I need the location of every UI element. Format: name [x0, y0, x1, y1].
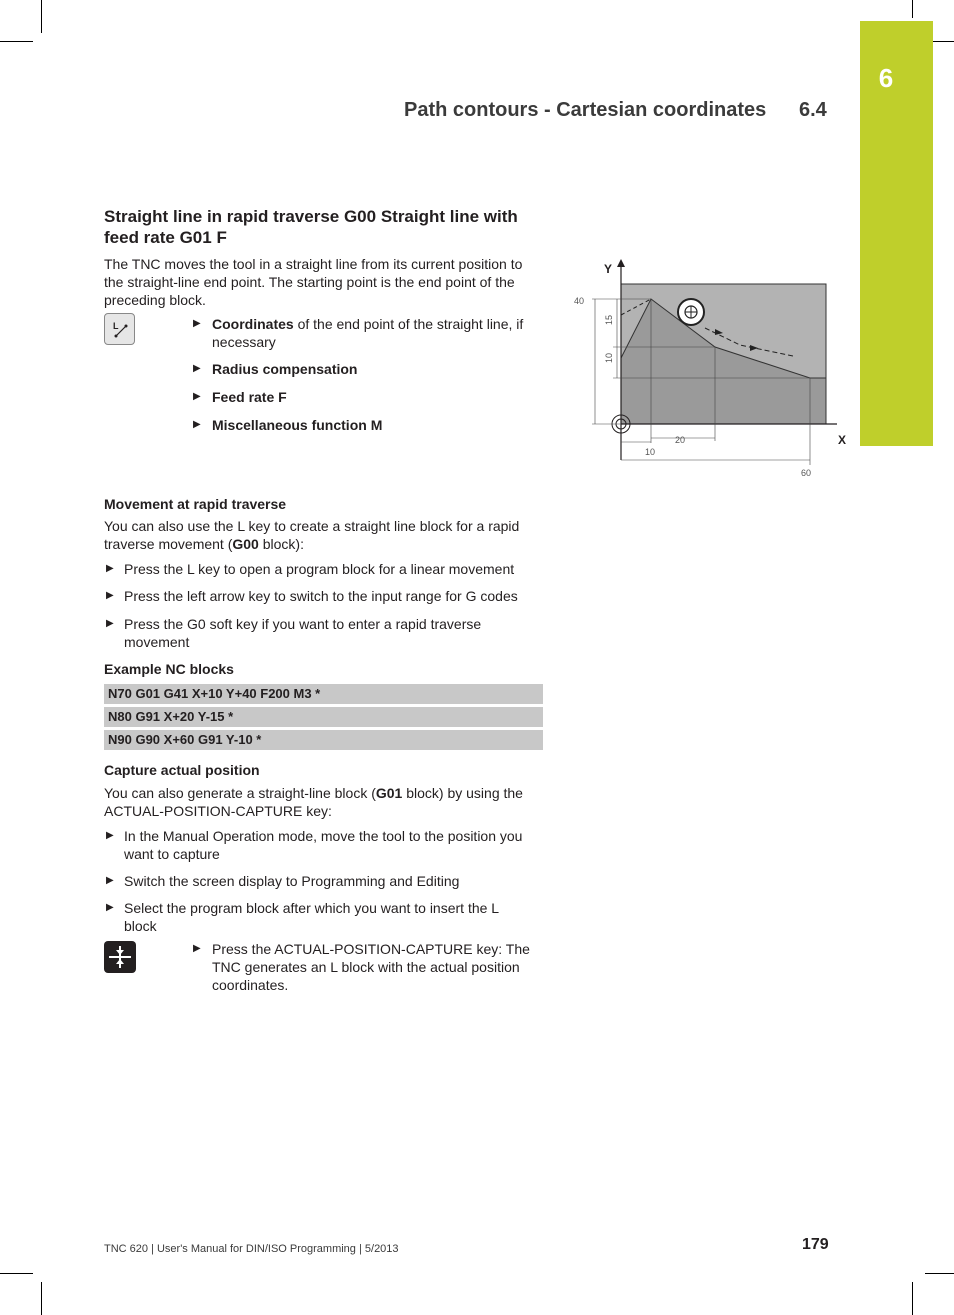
rapid-step: Press the left arrow key to switch to the input range for G codes — [124, 588, 518, 604]
code-row: N70 G01 G41 X+10 Y+40 F200 M3 * — [104, 684, 543, 704]
rapid-paragraph: You can also use the L key to create a straight line block for a rapid traverse movement (G00 block): — [104, 518, 520, 552]
running-header-section: 6.4 — [799, 99, 827, 121]
rapid-step: Press the L key to open a program block for a linear movement — [124, 561, 515, 577]
bullet-arrow: ▶ — [106, 875, 114, 886]
code-row: N80 G91 X+20 Y-15 * — [104, 707, 543, 727]
capture-key-step: Press the ACTUAL-POSITION-CAPTURE key: The TNC generates an L block with the actual position coordinates. — [212, 941, 530, 993]
footer-text: TNC 620 | User's Manual for DIN/ISO Programming | 5/2013 — [104, 1243, 399, 1255]
dim-20: 20 — [675, 435, 686, 445]
param-misc-function: Miscellaneous function M — [212, 417, 383, 433]
bullet-arrow: ▶ — [106, 618, 114, 629]
capture-step: In the Manual Operation mode, move the tool to the position you want to capture — [124, 828, 523, 862]
param-feed-rate: Feed rate F — [212, 389, 287, 405]
bullet-arrow: ▶ — [106, 563, 114, 574]
capture-step: Switch the screen display to Programming and Editing — [124, 873, 460, 889]
crop-mark — [0, 1273, 33, 1274]
page-number: 179 — [802, 1236, 829, 1253]
param-coordinates: Coordinates of the end point of the straight line, if necessary — [212, 316, 524, 350]
example-heading: Example NC blocks — [104, 661, 234, 677]
dim-60: 60 — [801, 468, 812, 478]
capture-step: Select the program block after which you want to insert the L block — [124, 900, 499, 934]
crop-mark — [912, 0, 913, 18]
crop-mark — [41, 0, 42, 33]
rapid-step: Press the G0 soft key if you want to enter a rapid traverse movement — [124, 616, 482, 650]
straight-line-key-icon: L — [104, 313, 135, 345]
chapter-number: 6 — [878, 63, 894, 93]
chapter-tab — [860, 21, 933, 446]
dim-y40: 40 — [574, 296, 585, 306]
y-axis-label: Y — [604, 262, 613, 276]
rapid-heading: Movement at rapid traverse — [104, 496, 287, 512]
crop-mark — [0, 41, 33, 42]
dim-15: 15 — [604, 314, 614, 325]
capture-heading: Capture actual position — [104, 762, 260, 778]
bullet-arrow: ▶ — [193, 419, 201, 430]
crop-mark — [925, 1273, 954, 1274]
bullet-arrow: ▶ — [106, 590, 114, 601]
bullet-arrow: ▶ — [193, 391, 201, 402]
crop-mark — [41, 1282, 42, 1315]
actual-position-capture-key-icon — [104, 941, 136, 973]
x-axis-label: X — [838, 433, 847, 447]
code-row: N90 G90 X+60 G91 Y-10 * — [104, 730, 543, 750]
capture-paragraph: You can also generate a straight-line block (G01 block) by using the ACTUAL-POSITION-CAPTURE key: — [104, 785, 523, 819]
dim-10-vertical: 10 — [604, 352, 614, 363]
straight-line-figure — [565, 255, 855, 485]
bullet-arrow: ▶ — [193, 943, 201, 954]
dim-10-horizontal: 10 — [645, 447, 656, 457]
intro-paragraph: The TNC moves the tool in a straight line from its current position to the straight-line end point. The starting point is the end point of the preceding block. — [104, 256, 523, 308]
bullet-arrow: ▶ — [193, 318, 201, 329]
crop-mark — [912, 1282, 913, 1315]
bullet-arrow: ▶ — [193, 363, 201, 374]
section-title: Straight line in rapid traverse G00 Straight line with feed rate G01 F — [104, 207, 518, 247]
running-header-title: Path contours - Cartesian coordinates — [404, 99, 767, 121]
bullet-arrow: ▶ — [106, 830, 114, 841]
param-radius-compensation: Radius compensation — [212, 361, 358, 377]
bullet-arrow: ▶ — [106, 902, 114, 913]
crosshair-glyph — [104, 941, 136, 973]
diagonal-line-glyph — [105, 314, 134, 344]
